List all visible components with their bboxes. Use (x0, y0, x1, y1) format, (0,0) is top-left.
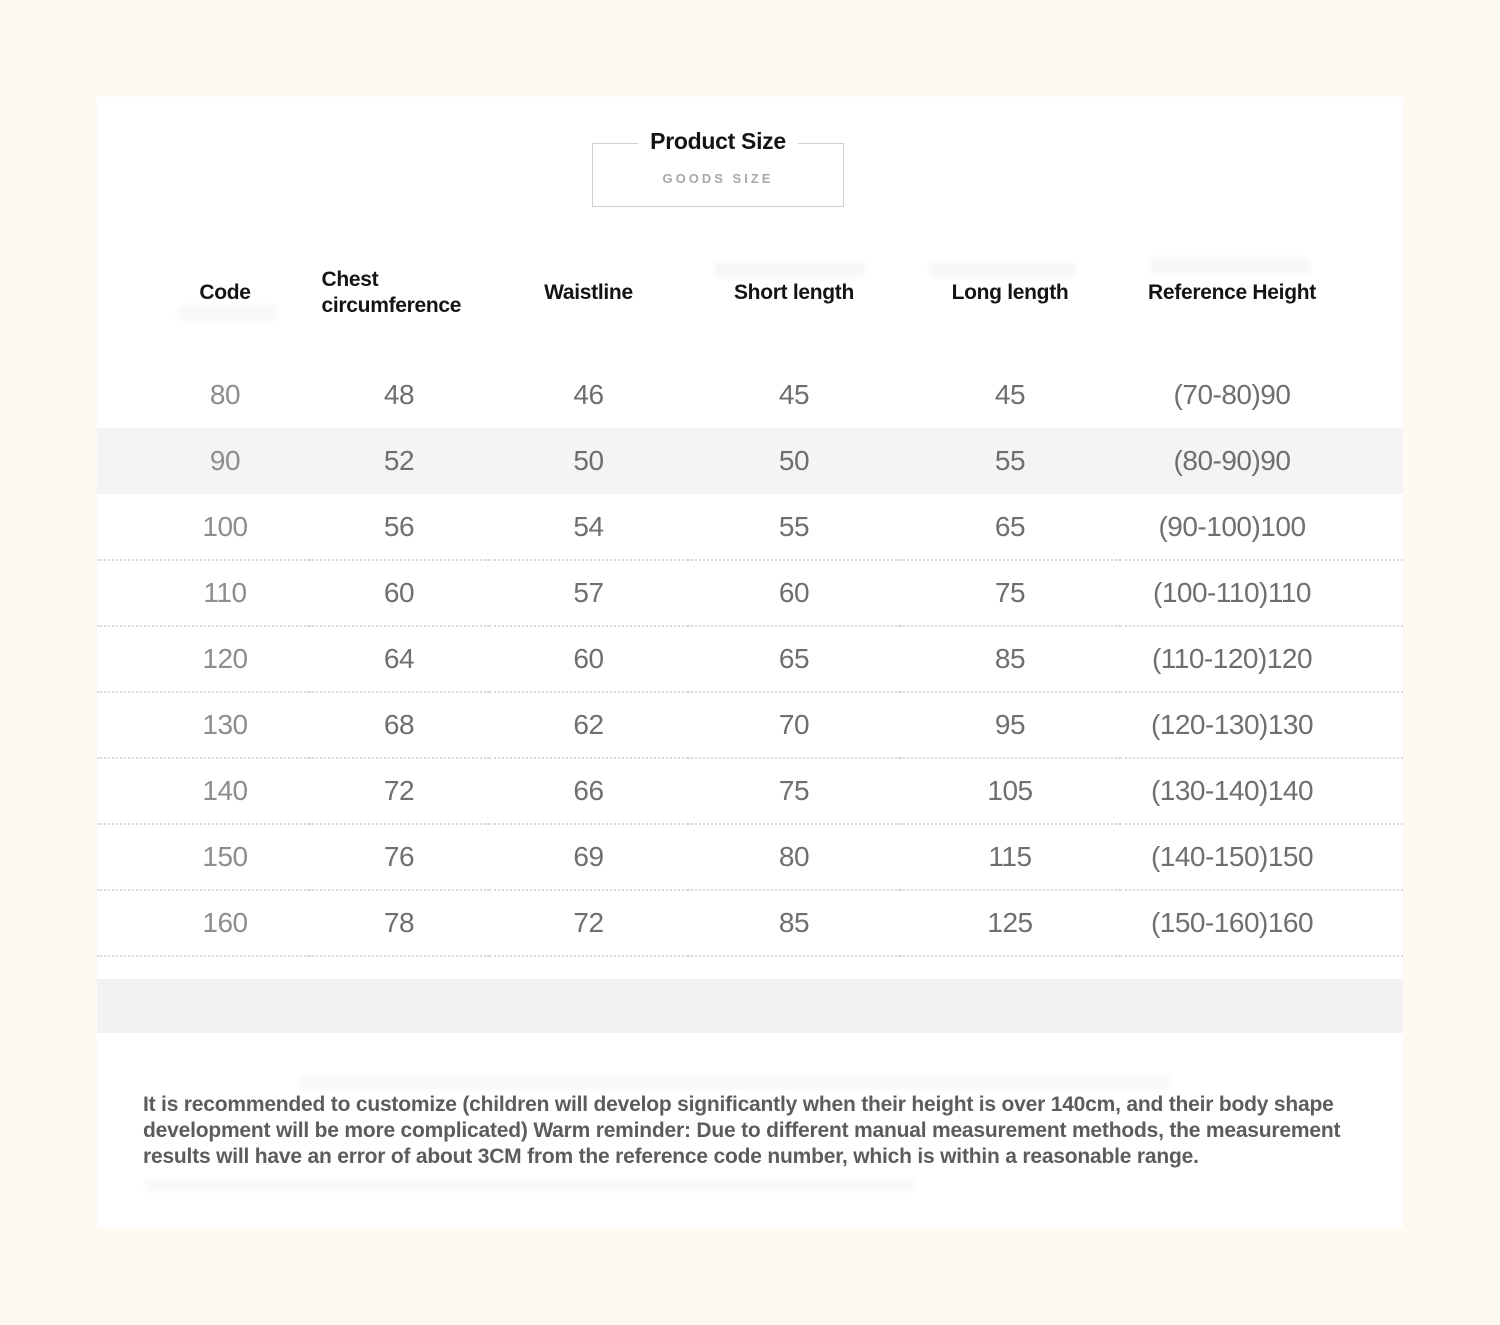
cell-waistline: 50 (573, 445, 604, 476)
cell-long-length: 65 (900, 494, 1120, 560)
size-table-body (97, 362, 1403, 956)
cell-reference-height: (70-80)90 (1173, 379, 1291, 410)
cell-short-length: 45 (778, 379, 810, 410)
cell-code: 80 (209, 379, 241, 410)
cell-code: 90 (209, 445, 241, 476)
cell-chest-circumference: 76 (309, 824, 489, 890)
cell-chest-circumference: 60 (309, 560, 489, 626)
header-short-length: Short length (733, 280, 855, 304)
cell-long-length: 85 (900, 626, 1120, 692)
cell-reference-height: (130-140)140 (1120, 758, 1403, 824)
cell-waistline: 62 (489, 692, 688, 758)
cell-long-length: 95 (900, 692, 1120, 758)
cell-reference-height: (100-110)110 (1120, 560, 1403, 626)
cell-reference-height: (80-90)90 (1173, 445, 1291, 476)
cell-code: 140 (97, 758, 309, 824)
header-reference-height: Reference Height (1148, 280, 1316, 304)
table-row (97, 758, 1403, 824)
cell-waistline: 66 (489, 758, 688, 824)
cell-long-length: 45 (994, 379, 1026, 410)
table-row (97, 362, 1403, 428)
cell-chest-circumference: 68 (309, 692, 489, 758)
cell-reference-height: (150-160)160 (1120, 890, 1403, 956)
bottom-band (97, 979, 1403, 1033)
cell-reference-height: (90-100)100 (1120, 494, 1403, 560)
cell-short-length: 60 (688, 560, 900, 626)
cell-short-length: 50 (778, 445, 810, 476)
cell-waistline: 54 (489, 494, 688, 560)
cell-waistline: 60 (489, 626, 688, 692)
cell-reference-height: (140-150)150 (1120, 824, 1403, 890)
page-title: Product Size (638, 128, 798, 155)
page-subtitle: GOODS SIZE (662, 171, 774, 186)
cell-code: 110 (97, 560, 309, 626)
cell-long-length: 115 (900, 824, 1120, 890)
cell-waistline: 46 (573, 379, 604, 410)
ghost-artifact (300, 1075, 1170, 1090)
cell-chest-circumference: 78 (309, 890, 489, 956)
header-chest-circumference: Chest circumference (321, 268, 462, 317)
cell-reference-height: (110-120)120 (1120, 626, 1403, 692)
table-row (97, 890, 1403, 956)
cell-short-length: 85 (688, 890, 900, 956)
cell-long-length: 55 (994, 445, 1026, 476)
cell-chest-circumference: 72 (309, 758, 489, 824)
cell-code: 160 (97, 890, 309, 956)
cell-code: 120 (97, 626, 309, 692)
cell-long-length: 75 (900, 560, 1120, 626)
cell-code: 100 (97, 494, 309, 560)
table-row (97, 560, 1403, 626)
cell-short-length: 75 (688, 758, 900, 824)
size-chart-card (97, 97, 1403, 1228)
table-row (97, 824, 1403, 890)
cell-chest-circumference: 64 (309, 626, 489, 692)
cell-waistline: 57 (489, 560, 688, 626)
header-long-length: Long length (951, 280, 1069, 304)
table-row (97, 494, 1403, 560)
cell-chest-circumference: 56 (309, 494, 489, 560)
table-row (97, 626, 1403, 692)
cell-waistline: 69 (489, 824, 688, 890)
cell-short-length: 70 (688, 692, 900, 758)
cell-long-length: 125 (900, 890, 1120, 956)
cell-chest-circumference: 48 (383, 379, 415, 410)
table-header-row (97, 247, 1403, 362)
title-box (592, 128, 844, 207)
cell-short-length: 55 (688, 494, 900, 560)
cell-reference-height: (120-130)130 (1120, 692, 1403, 758)
ghost-artifact (145, 1179, 915, 1192)
size-table (97, 247, 1403, 957)
cell-code: 130 (97, 692, 309, 758)
header-code: Code (199, 280, 251, 304)
header-waistline: Waistline (544, 280, 633, 304)
table-row (97, 428, 1403, 494)
cell-code: 150 (97, 824, 309, 890)
table-row (97, 692, 1403, 758)
cell-waistline: 72 (489, 890, 688, 956)
cell-long-length: 105 (900, 758, 1120, 824)
footer-note: It is recommended to customize (children will develop significantly when their height is over 140cm, and their body shape development will be more complicated) Warm reminder: Due to different manual measurement methods, the measurement results will have an error of about 3CM from the reference code number, which is within a reasonable range. (143, 1093, 1341, 1168)
cell-short-length: 80 (688, 824, 900, 890)
cell-chest-circumference: 52 (383, 445, 415, 476)
cell-short-length: 65 (688, 626, 900, 692)
